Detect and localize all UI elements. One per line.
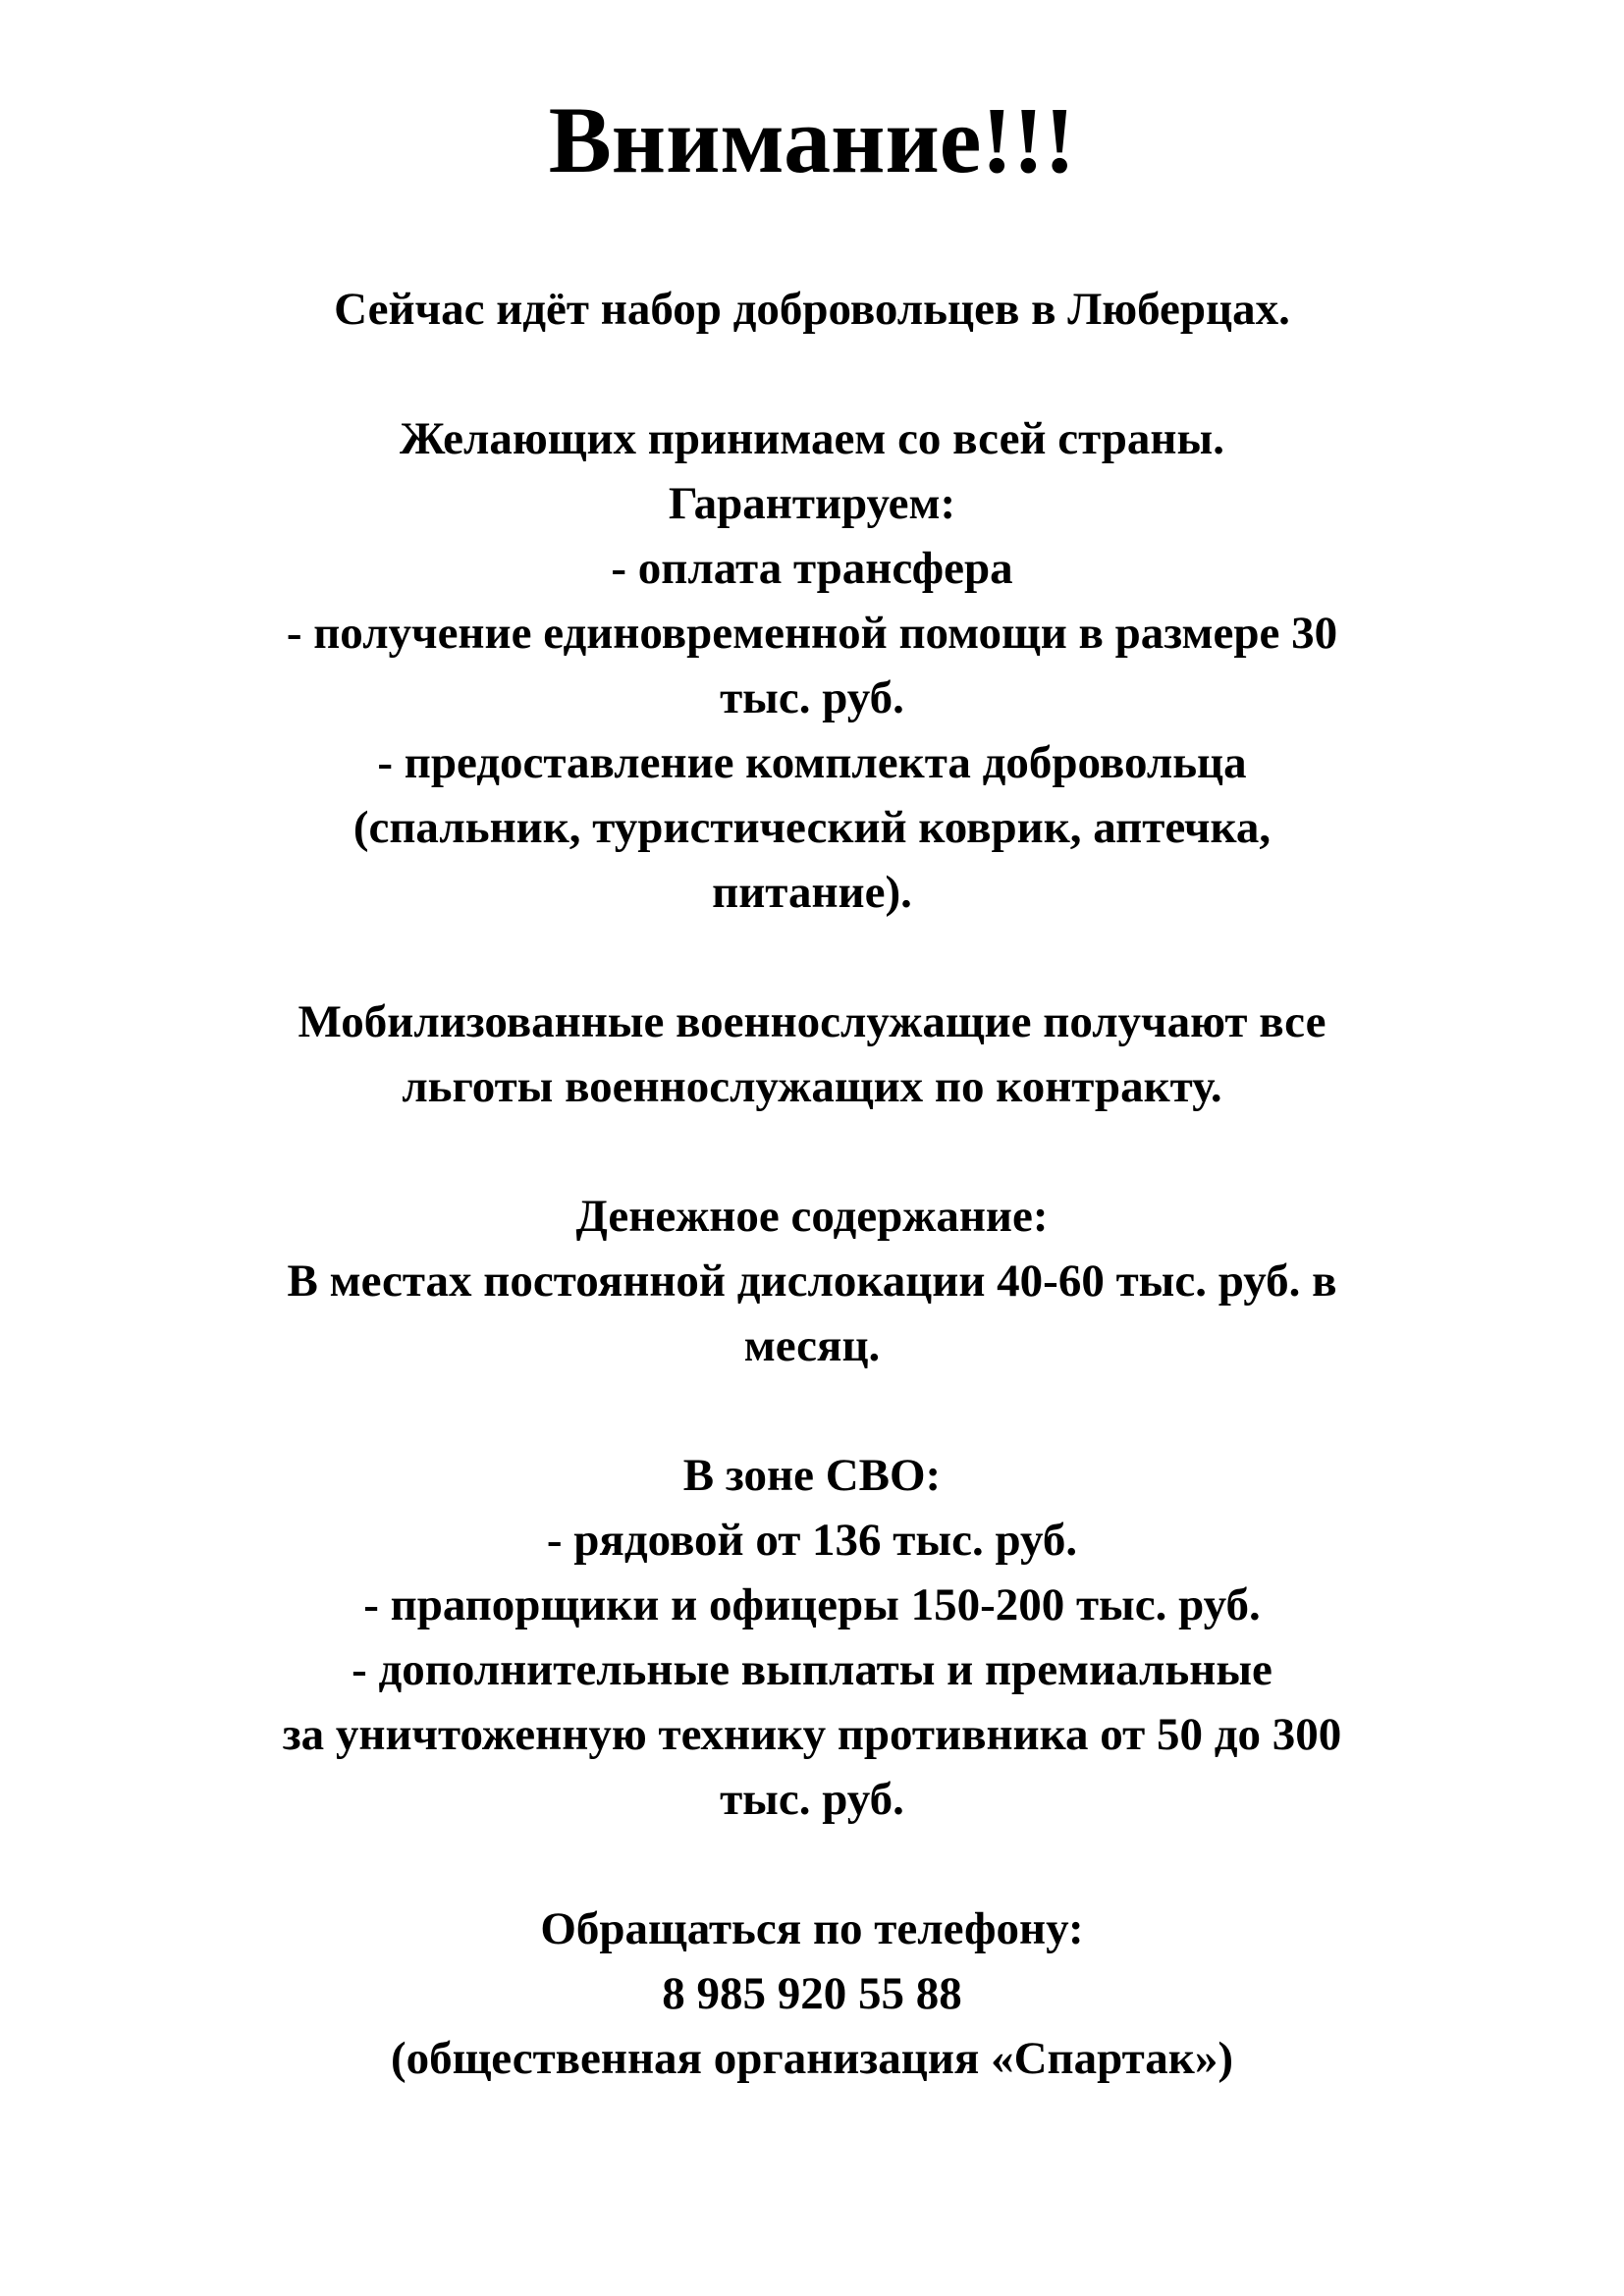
text-line: Сейчас идёт набор добровольцев в Люберцах. [334,284,1290,335]
paragraph-benefits [187,989,1437,1119]
text-line: тыс. руб. [720,1774,904,1825]
text-line: - прапорщики и офицеры 150-200 тыс. руб. [363,1579,1261,1630]
text-line: льготы военнослужащих по контракту. [402,1061,1222,1112]
document-body [187,277,1437,2091]
paragraph-contact [187,1896,1437,2091]
text-line: - предоставление комплекта добровольца [377,737,1247,788]
paragraph-svo [187,1443,1437,1832]
paragraph-gap [187,342,1437,406]
text-line: питание). [712,867,912,918]
text-line: Мобилизованные военнослужащие получают все [298,996,1326,1047]
text-line: - оплата трансфера [611,543,1013,594]
paragraph-salary [187,1184,1437,1378]
phone-number: 8 985 920 55 88 [662,1968,962,2019]
text-line: (общественная организация «Спартак») [390,2033,1234,2084]
text-line: (спальник, туристический коврик, аптечка, [352,802,1272,853]
text-line: В зоне СВО: [682,1450,942,1501]
text-line: В местах постоянной дислокации 40-60 тыс. руб. в [287,1255,1337,1307]
text-line: Желающих принимаем со всей страны. [400,413,1224,464]
page-title: Внимание!!! [548,87,1076,192]
text-line: Денежное содержание: [575,1191,1049,1242]
text-line: за уничтоженную технику противника от 50 до 300 [282,1709,1342,1760]
paragraph-intro [187,277,1437,342]
paragraph-gap [187,925,1437,989]
text-line: Гарантируем: [668,478,956,529]
text-line: тыс. руб. [720,672,904,723]
text-line: - получение единовременной помощи в размере 30 [286,608,1338,659]
paragraph-gap [187,1119,1437,1184]
paragraph-gap [187,1832,1437,1896]
text-line: - дополнительные выплаты и премиальные [352,1644,1272,1695]
paragraph-gap [187,1378,1437,1443]
text-line: Обращаться по телефону: [540,1903,1084,1954]
paragraph-guarantees [187,406,1437,925]
text-line: - рядовой от 136 тыс. руб. [546,1515,1078,1566]
text-line: месяц. [743,1320,881,1371]
